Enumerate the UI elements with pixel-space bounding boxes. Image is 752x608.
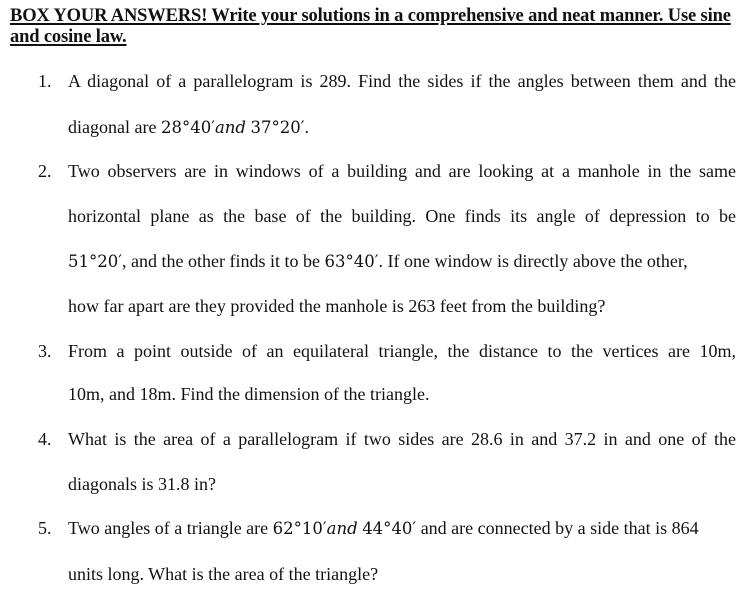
question-number: 4. xyxy=(38,429,52,449)
question-number: 2. xyxy=(38,161,52,181)
question-text-line: Two observers are in windows of a building and are looking at a manhole in the same xyxy=(68,161,736,181)
angle-value: 44°40′ xyxy=(362,519,417,538)
question-text-line xyxy=(68,517,699,540)
question-number: 5. xyxy=(38,518,52,538)
angle-value: 63°40′ xyxy=(324,252,379,271)
question-text-line: diagonals is 31.8 in? xyxy=(68,474,216,494)
angle-value: 62°10′ xyxy=(272,519,327,538)
angle-value: 28°40′ xyxy=(160,118,215,137)
question-text-line: What is the area of a parallelogram if two sides are 28.6 in and 37.2 in and one of the xyxy=(68,429,736,449)
question-text-line: units long. What is the area of the triangle? xyxy=(68,564,379,584)
question-text-line: horizontal plane as the base of the building. One finds its angle of depression to be xyxy=(68,206,736,226)
question-text: diagonal are xyxy=(68,117,161,137)
angle-value: 37°20′ xyxy=(250,118,305,137)
question-text-line: From a point outside of an equilateral triangle, the distance to the vertices are 10m, xyxy=(68,341,736,361)
question-text-line xyxy=(68,116,309,139)
instructions-heading: BOX YOUR ANSWERS! Write your solutions in a comprehensive and neat manner. Use sine and cosine law. xyxy=(10,6,731,47)
question-number: 1. xyxy=(38,71,52,91)
angle-value: 51°20′ xyxy=(68,252,122,271)
question-text: . If one window is directly above the other, xyxy=(378,251,688,271)
question-text: . xyxy=(304,117,309,137)
math-joiner: and xyxy=(214,118,246,137)
question-text: Two angles of a triangle are xyxy=(68,518,273,538)
question-text-line xyxy=(68,250,688,273)
question-text-line: A diagonal of a parallelogram is 289. Find the sides if the angles between them and the xyxy=(68,71,736,91)
question-number: 3. xyxy=(38,341,52,361)
question-text-line: how far apart are they provided the manhole is 263 feet from the building? xyxy=(68,296,606,316)
question-text: and are connected by a side that is 864 xyxy=(416,518,699,538)
math-joiner: and xyxy=(326,519,358,538)
question-text: , and the other finds it to be xyxy=(122,251,325,271)
question-text-line: 10m, and 18m. Find the dimension of the triangle. xyxy=(68,384,430,404)
